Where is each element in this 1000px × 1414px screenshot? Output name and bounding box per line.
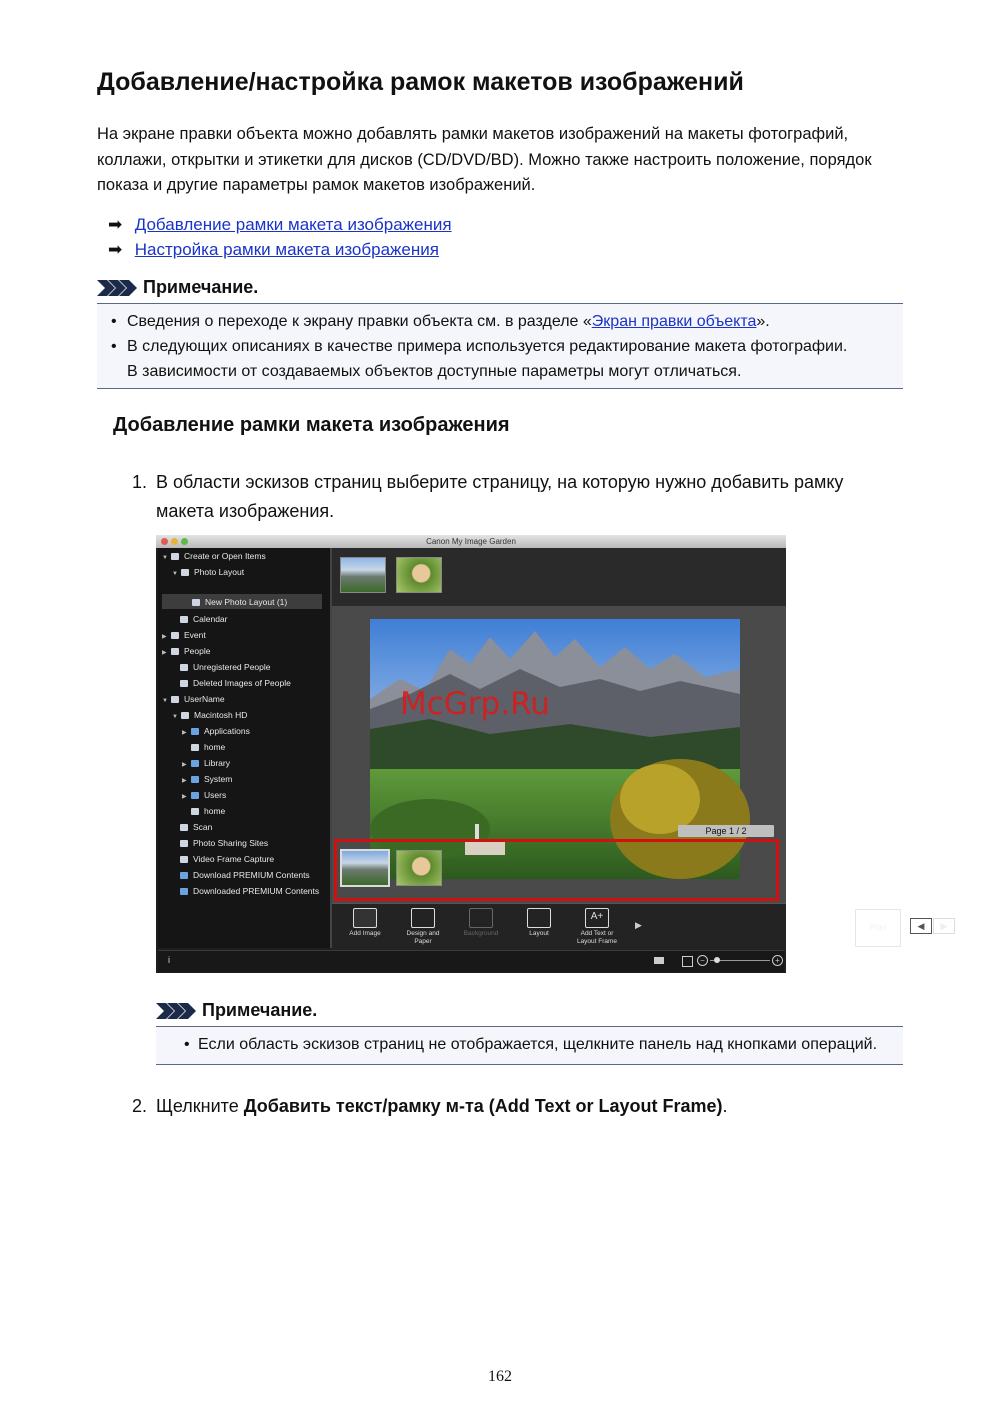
app-screenshot: [156, 535, 948, 973]
link-adjust-frame[interactable]: Настройка рамки макета изображения: [134, 240, 439, 259]
thumbnail-page-2[interactable]: [396, 557, 442, 593]
sidebar-item[interactable]: Video Frame Capture: [171, 853, 274, 865]
top-thumbnail-strip: [332, 548, 786, 606]
zoom-in-icon[interactable]: +: [772, 955, 783, 966]
link-edit-screen[interactable]: Экран правки объекта: [591, 313, 757, 330]
link-add-frame[interactable]: Добавление рамки макета изображения: [134, 215, 452, 234]
arrow-right-icon: ➡: [108, 215, 123, 234]
link-row-add-frame: [108, 215, 452, 235]
note-box: [156, 1026, 903, 1065]
watermark: McGrp.Ru: [400, 686, 550, 722]
sidebar-item[interactable]: Scan: [171, 821, 212, 833]
sidebar-item[interactable]: ▶ Applications: [182, 726, 250, 736]
fit-icon[interactable]: [682, 956, 693, 967]
status-bar: [158, 950, 784, 972]
sidebar-item[interactable]: ▼ Create or Open Items: [162, 551, 266, 561]
note-heading-label: Примечание.: [143, 277, 259, 297]
sidebar-item[interactable]: Download PREMIUM Contents: [171, 869, 310, 881]
sidebar-item[interactable]: Unregistered People: [171, 661, 271, 673]
add-image-icon: [353, 908, 377, 928]
sidebar-item[interactable]: ▶ People: [162, 646, 211, 656]
note-box: [97, 303, 903, 389]
sidebar-item[interactable]: ▼ UserName: [162, 694, 225, 704]
sidebar-item[interactable]: ▼ Macintosh HD: [172, 710, 248, 720]
note-chevrons-icon: [97, 280, 137, 296]
link-row-adjust-frame: [108, 240, 439, 260]
page-thumbnail-highlight: [334, 839, 779, 901]
sidebar-item[interactable]: home: [191, 741, 225, 753]
arrow-right-icon: ➡: [108, 240, 123, 259]
step-2: 2. Щелкните Добавить текст/рамку м-та (Add Text or Layout Frame).: [132, 1096, 728, 1116]
sidebar-item[interactable]: Calendar: [171, 613, 228, 625]
step-1: 1. В области эскизов страниц выберите страницу, на которую нужно добавить рамку макета изображения.: [132, 472, 844, 521]
window-titlebar: [156, 535, 786, 548]
next-page-icon[interactable]: ▶: [933, 918, 955, 934]
view-mode-icon[interactable]: [654, 957, 664, 964]
intro-paragraph: На экране правки объекта можно добавлять рамки макетов изображений на макеты фотографий, коллажи, открытки и этикетки для дисков (CD/DVD/BD). Можно также настроить положение, порядок показа и другие параметры рамок макетов изображений.: [97, 125, 872, 194]
zoom-out-icon[interactable]: −: [697, 955, 708, 966]
sidebar-item[interactable]: Downloaded PREMIUM Contents: [171, 885, 319, 897]
section-title: Добавление рамки макета изображения: [113, 414, 510, 436]
window-title: Canon My Image Garden: [426, 537, 516, 546]
page-number: 162: [488, 1368, 512, 1385]
prev-page-icon[interactable]: ◀: [910, 918, 932, 934]
add-text-icon: A+: [585, 908, 609, 928]
note-item: • Сведения о переходе к экрану правки объекта см. в разделе «Экран правки объекта».: [97, 309, 903, 334]
sidebar-item[interactable]: Deleted Images of People: [171, 677, 291, 689]
sidebar-item[interactable]: Photo Sharing Sites: [171, 837, 268, 849]
sidebar-item[interactable]: home: [182, 805, 225, 817]
page-indicator: Page 1 / 2: [678, 825, 774, 837]
background-button[interactable]: Background: [458, 908, 504, 938]
note-item: • Если область эскизов страниц не отображается, щелкните панель над кнопками операций.: [156, 1032, 903, 1057]
sidebar-item-selected[interactable]: New Photo Layout (1): [192, 596, 287, 608]
operation-toolbar: [332, 903, 948, 952]
sidebar-item[interactable]: ▶ Event: [162, 630, 206, 640]
sidebar-item[interactable]: ▶ System: [182, 774, 233, 784]
sidebar: [158, 548, 330, 948]
note-heading: [156, 1000, 317, 1021]
design-paper-button[interactable]: Design and Paper: [400, 908, 446, 946]
sidebar-item[interactable]: ▶ Users: [182, 790, 227, 800]
add-text-layout-frame-button[interactable]: A+ Add Text or Layout Frame: [574, 908, 620, 946]
note-chevrons-icon: [156, 1003, 196, 1019]
info-icon[interactable]: i: [168, 955, 170, 965]
sidebar-item[interactable]: ▶ Library: [182, 758, 230, 768]
note-heading-label: Примечание.: [202, 1000, 318, 1020]
design-paper-icon: [411, 908, 435, 928]
layout-icon: [527, 908, 551, 928]
print-button[interactable]: Print: [855, 909, 901, 947]
thumbnail-page-1[interactable]: [340, 557, 386, 593]
more-chevron-icon[interactable]: ▶: [635, 920, 642, 930]
background-icon: [469, 908, 493, 928]
layout-button[interactable]: Layout: [516, 908, 562, 938]
sidebar-item[interactable]: ▼ Photo Layout: [172, 567, 245, 577]
zoom-slider-thumb[interactable]: [714, 957, 720, 963]
note-heading: [97, 277, 258, 298]
add-image-button[interactable]: Add Image: [342, 908, 388, 938]
note-item: • В следующих описаниях в качестве примера используется редактирование макета фотографии. В зависимости от создаваемых объектов доступные параметры могут отличаться.: [97, 334, 903, 384]
page-title: Добавление/настройка рамок макетов изображений: [97, 68, 744, 96]
